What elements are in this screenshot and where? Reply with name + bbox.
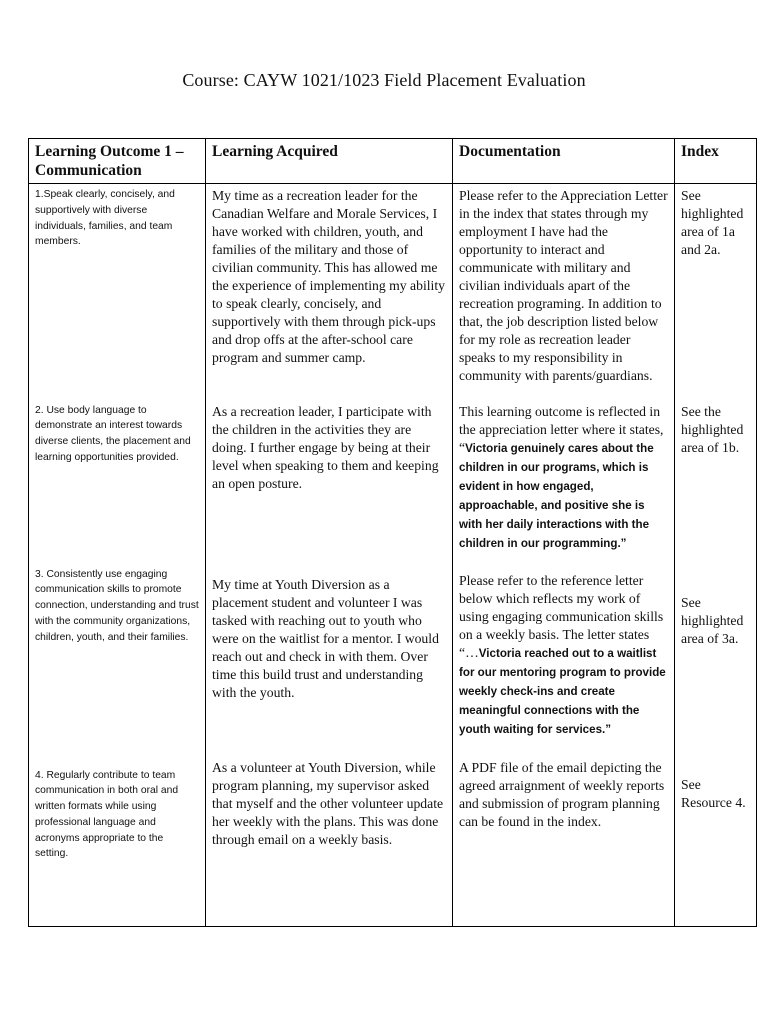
evaluation-table bbox=[28, 138, 757, 927]
page-title: Course: CAYW 1021/1023 Field Placement Evaluation bbox=[182, 70, 586, 90]
documentation-cell bbox=[453, 184, 675, 400]
header-learning-acquired: Learning Acquired bbox=[206, 139, 453, 184]
documentation-text: A PDF file of the email depicting the agreed arraignment of weekly reports and submission of program planning can be found in the index. bbox=[459, 759, 665, 829]
index-cell bbox=[675, 756, 757, 927]
learning-acquired-text: As a volunteer at Youth Diversion, while program planning, my supervisor asked that myself and the other volunteer update her weekly with the plans. This was done through email on a weekly basis. bbox=[212, 759, 444, 847]
documentation-text: This learning outcome is reflected in the appreciation letter where it states, “ bbox=[459, 403, 664, 455]
learning-acquired-cell bbox=[206, 756, 453, 927]
outcome-cell: 2. Use body language to demonstrate an interest towards diverse clients, the placement and learning opportunities provided. bbox=[29, 400, 206, 564]
learning-acquired-cell bbox=[206, 564, 453, 756]
documentation-text: Please refer to the Appreciation Letter in the index that states through my employment I have had the opportunity to interact and communicate with military and civilian individuals apart of the recreation programing. In addition to that, the job description listed below for my role as recreation leader speaks to my responsibility in community with parents/guardians. bbox=[459, 188, 668, 383]
documentation-cell bbox=[453, 756, 675, 927]
documentation-cell bbox=[453, 400, 675, 564]
index-cell bbox=[675, 564, 757, 756]
outcome-cell: 1.Speak clearly, concisely, and supportively with diverse individuals, families, and team members. bbox=[29, 184, 206, 400]
outcome-cell: 3. Consistently use engaging communication skills to promote connection, understanding and trust with the community organizations, children, youth, and their families. bbox=[29, 564, 206, 756]
index-cell: See the highlighted area of 1b. bbox=[675, 400, 757, 564]
header-documentation: Documentation bbox=[453, 139, 675, 184]
table-row bbox=[29, 564, 757, 756]
index-text: See Resource 4. bbox=[681, 776, 746, 810]
table-header-row bbox=[29, 139, 757, 184]
documentation-quote: Victoria reached out to a waitlist for our mentoring program to provide weekly check-ins and create meaningful connections with the youth waiting for services.” bbox=[459, 646, 666, 736]
table-row bbox=[29, 400, 757, 564]
documentation-text: Please refer to the reference letter below which reflects my work of using engaging communication skills on a weekly basis. The letter states “… bbox=[459, 572, 664, 660]
documentation-quote: Victoria genuinely cares about the children in our programs, which is evident in how engaged, approachable, and positive she is with her daily interactions with the children in our programming.” bbox=[459, 441, 654, 550]
index-text: See highlighted area of 3a. bbox=[681, 594, 744, 646]
learning-acquired-cell: My time as a recreation leader for the Canadian Welfare and Morale Services, I have worked with children, youth, and families of the military and those of civilian community. This has allowed me the experience of implementing my ability to speak clearly, concisely, and supportively with them through pick-ups and drop offs at the after-school care program and summer camp. bbox=[206, 184, 453, 400]
learning-acquired-cell: As a recreation leader, I participate with the children in the activities they are doing. I further engage by being at their level when speaking to them and keeping an open posture. bbox=[206, 400, 453, 564]
header-index: Index bbox=[675, 139, 757, 184]
table-row bbox=[29, 756, 757, 927]
index-cell: See highlighted area of 1a and 2a. bbox=[675, 184, 757, 400]
table-row bbox=[29, 184, 757, 400]
header-learning-outcome: Learning Outcome 1 – Communication bbox=[29, 139, 206, 184]
outcome-text: 4. Regularly contribute to team communication in both oral and written formats while using professional language and acronyms appropriate to the setting. bbox=[35, 769, 179, 860]
documentation-cell bbox=[453, 564, 675, 756]
outcome-cell bbox=[29, 756, 206, 927]
learning-acquired-text: My time at Youth Diversion as a placement student and volunteer I was tasked with reaching out to youth who were on the waitlist for a mentor. I would reach out and check in with them. Over time this build trust and understanding with the youth. bbox=[212, 576, 439, 700]
